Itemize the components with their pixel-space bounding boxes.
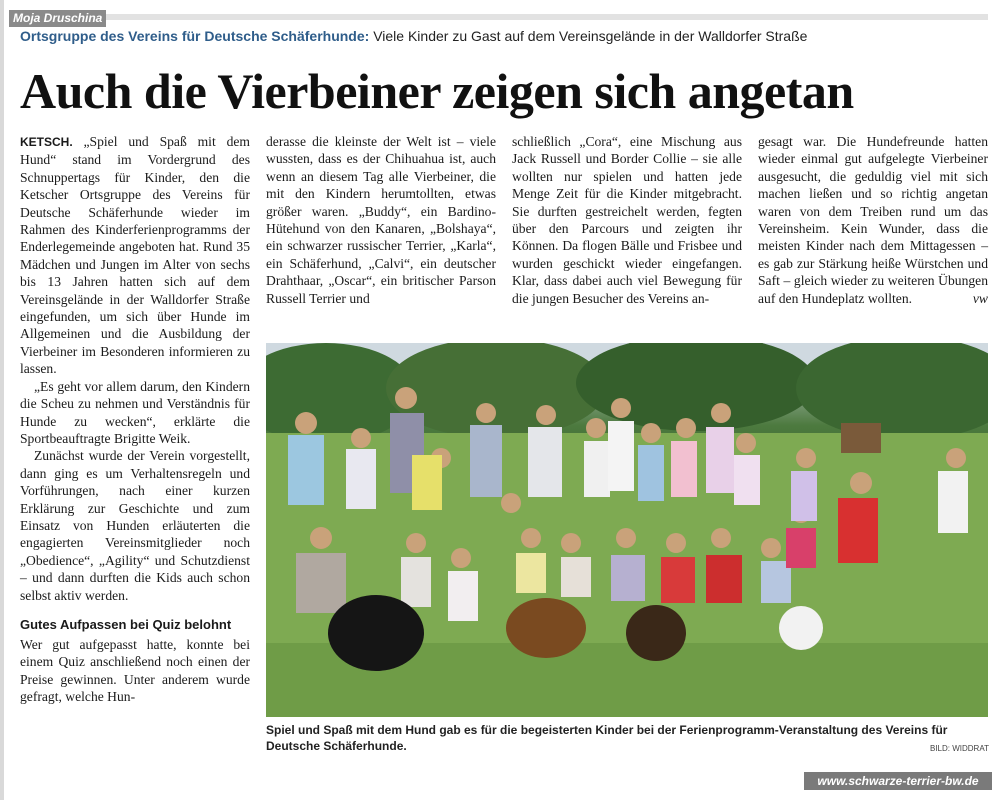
paragraph-closing-text: gesagt war. Die Hundefreunde hatten wieder einmal gut aufgelegte Vierbeiner ausgesucht, die geduldig viel mit sich machen ließen und so richtig angetan waren von dem Treiben rund um das Vereinsheim. Kein Wunder, dass die meisten Kinder nach dem Mittagessen – es gab zur Stärkung heiße Würstchen und Saft – gleich wieder zu weiteren Übungen auf den Hundeplatz wollten.	[758, 134, 988, 306]
source-credit-tag: Moja Druschina	[9, 10, 106, 27]
paragraph-quote: „Es geht vor allem darum, den Kindern die Scheu zu nehmen und Verständnis für Hunde zu wecken“, erklärte die Sportbeauftragte Brigitte Weik.	[20, 378, 250, 446]
paragraph-intro-text: „Spiel und Spaß mit dem Hund“ stand im Vordergrund des Schnuppertags für Kinder, den die Ketscher Ortsgruppe des Vereins für Deutsche Schäferhunde wieder im Rahmen des Kinderferienprogramms der Enderlegemeinde angeboten hat. Rund 35 Mädchen und Jungen im Alter von sechs bis 13 Jahren hatten sich auf dem Vereinsgelände in der Walldorfer Straße eingefunden, um sich über Hunde im Allgemeinen und die Ausbildung der Vierbeiner im Besonderen informieren zu lassen.	[20, 134, 250, 377]
kicker-line	[20, 26, 980, 46]
article-column-1	[20, 133, 250, 706]
group-photo	[266, 343, 988, 717]
headline: Auch die Vierbeiner zeigen sich angetan	[20, 63, 854, 119]
paragraph-dogs: derasse die kleinste der Welt ist – viele wussten, dass es der Chihuahua ist, auch wenn an diesem Tag alle Vierbeiner, die mit den Kindern herumtollten, etwas größer waren. „Buddy“, ein Bardino-Hütehund von den Kanaren, „Bolshaya“, ein schwarzer russischer Terrier, „Karla“, ein Schäferhund, „Calvi“, ein deutscher Drahthaar, „Oscar“, ein britischer Parson Russell Terrier und	[266, 134, 496, 306]
paragraph-intro	[20, 133, 250, 378]
author-initials: vw	[972, 290, 988, 306]
website-watermark: www.schwarze-terrier-bw.de	[804, 772, 992, 790]
page-left-edge	[0, 0, 4, 800]
article-column-3	[512, 133, 742, 307]
kicker-text: Viele Kinder zu Gast auf dem Vereinsgelände in der Walldorfer Straße	[369, 28, 808, 44]
article-column-2	[266, 133, 496, 307]
photo-credit: BILD: WIDDRAT	[930, 744, 989, 753]
dateline: KETSCH.	[20, 135, 73, 149]
paragraph-closing	[758, 133, 988, 307]
article-column-4	[758, 133, 988, 307]
photo-caption: Spiel und Spaß mit dem Hund gab es für die begeisterten Kinder bei der Ferienprogramm-Veranstaltung des Vereins für Deutsche Schäferhunde.	[266, 723, 948, 753]
kicker-label: Ortsgruppe des Vereins für Deutsche Schäferhunde:	[20, 28, 370, 44]
paragraph-quiz: Wer gut aufgepasst hatte, konnte bei einem Quiz anschließend noch einen der Preise gewinnen. Unter anderem wurde gefragt, welche Hun-	[20, 636, 250, 705]
paragraph-activities: schließlich „Cora“, eine Mischung aus Jack Russell und Border Collie – sie alle wollten nur spielen und hatten jede Menge Zeit für die Kinder mitgebracht. Sie durften gestreichelt werden, fegten über den Parcours und zeigten ihr Können. Da flogen Bälle und Frisbee und wurden geschickt wieder eingefangen. Klar, dass dabei auch viel Bewegung für die jungen Besucher des Vereins an-	[512, 134, 742, 306]
top-rule	[10, 14, 988, 20]
group-photo-illustration	[266, 343, 988, 717]
subheading: Gutes Aufpassen bei Quiz belohnt	[20, 616, 232, 632]
paragraph-program: Zunächst wurde der Verein vorgestellt, dann ging es um Verhaltensregeln und Vorführungen, nach einer kurzen Erklärung zur Geschichte und zum Einsatz von Hunden erläuterten die engagierten Vereinsmitglieder noch „Obedience“, „Agility“ und Schutzdienst – und dann durften die Kids auch schon selbst aktiv werden.	[20, 448, 250, 603]
